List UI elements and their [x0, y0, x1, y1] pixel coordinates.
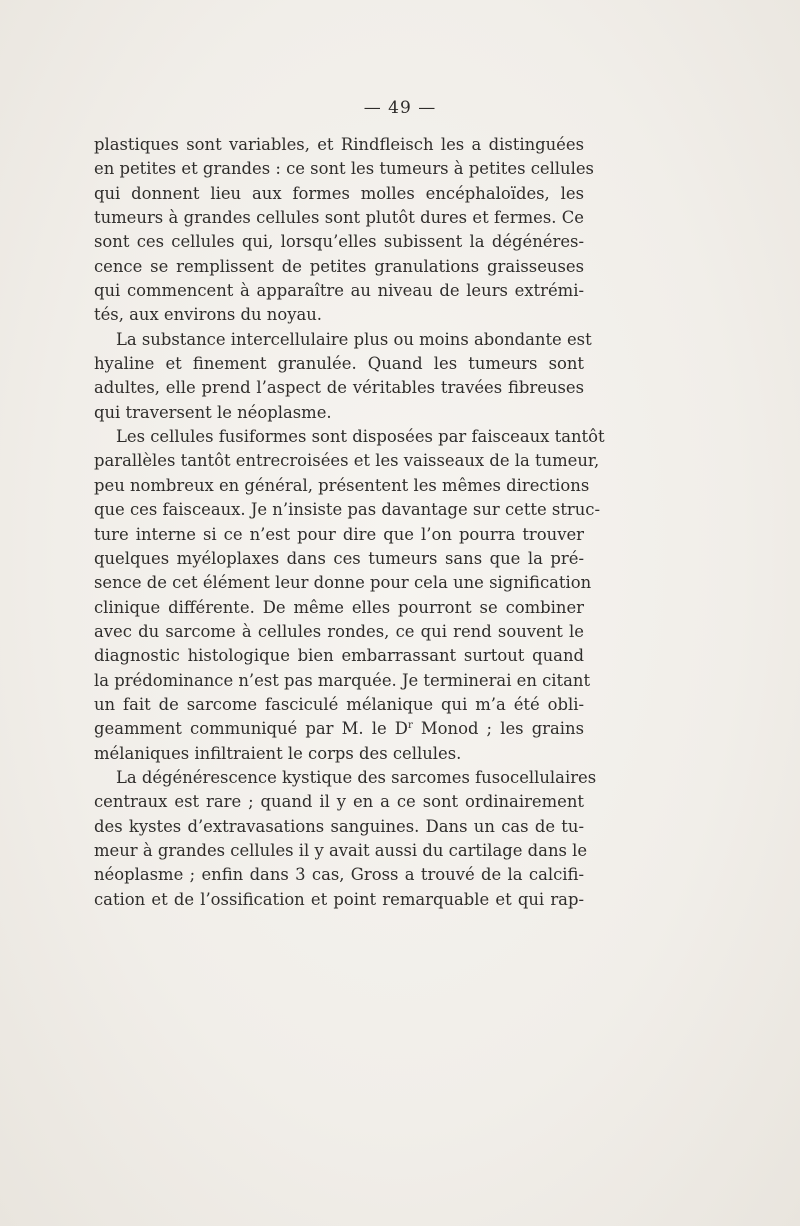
- text-line: ture interne si ce n’est pour dire que l’on pourra trouver: [94, 524, 584, 544]
- text-line: La dégénérescence kystique des sarcomes fusocellulaires: [116, 767, 597, 787]
- text-line: que ces faisceaux. Je n’insiste pas davantage sur cette struc-: [94, 500, 601, 520]
- text-line: tés, aux environs du noyau.: [94, 305, 323, 325]
- text-line: diagnostic histologique bien embarrassant surtout quand: [94, 646, 584, 666]
- text-line: meur à grandes cellules il y avait aussi du cartilage dans le: [94, 840, 588, 860]
- text-line: centraux est rare ; quand il y en a ce sont ordinairement: [94, 792, 584, 812]
- page-number: — 49 —: [363, 98, 437, 118]
- body-text: [94, 133, 605, 912]
- paragraph: [94, 328, 592, 425]
- text-line: quelques myéloplaxes dans ces tumeurs sans que la pré-: [94, 548, 584, 568]
- text-line: La substance intercellulaire plus ou moins abondante est: [116, 329, 592, 349]
- text-line-with-superscript: [94, 717, 584, 741]
- text-line: néoplasme ; enfin dans 3 cas, Gross a trouvé de la calcifi-: [94, 865, 584, 885]
- text-line: clinique différente. De même elles pourront se combiner: [94, 597, 584, 617]
- text-fragment: Monod ; les grains: [412, 719, 585, 739]
- text-line: cation et de l’ossification et point remarquable et qui rap-: [94, 889, 584, 909]
- text-line: cence se remplissent de petites granulations graisseuses: [94, 256, 584, 276]
- text-line: avec du sarcome à cellules rondes, ce qui rend souvent le: [94, 621, 584, 641]
- text-line: sence de cet élément leur donne pour cela une signification: [94, 573, 592, 593]
- text-line: un fait de sarcome fasciculé mélanique qui m’a été obli-: [94, 694, 584, 714]
- text-line: qui traversent le néoplasme.: [94, 402, 332, 422]
- text-line: adultes, elle prend l’aspect de véritables travées fibreuses: [94, 378, 584, 398]
- text-line: des kystes d’extravasations sanguines. Dans un cas de tu-: [94, 816, 584, 836]
- text-line: hyaline et finement granulée. Quand les tumeurs sont: [94, 354, 584, 374]
- text-line: sont ces cellules qui, lorsqu’elles subissent la dégénéres-: [94, 232, 584, 252]
- text-line: Les cellules fusiformes sont disposées par faisceaux tantôt: [116, 427, 605, 447]
- superscript: r: [407, 720, 413, 732]
- text-line: peu nombreux en général, présentent les mêmes directions: [94, 475, 590, 495]
- paragraph: [94, 766, 597, 912]
- paragraph: [94, 133, 594, 328]
- text-line: la prédominance n’est pas marquée. Je terminerai en citant: [94, 670, 591, 690]
- text-line: plastiques sont variables, et Rindfleisch les a distinguées: [94, 135, 584, 154]
- text-line: mélaniques infiltraient le corps des cellules.: [94, 743, 462, 763]
- text-line: tumeurs à grandes cellules sont plutôt dures et fermes. Ce: [94, 208, 584, 228]
- text-line: parallèles tantôt entrecroisées et les vaisseaux de la tumeur,: [94, 451, 600, 471]
- text-line: qui commencent à apparaître au niveau de leurs extrémi-: [94, 281, 584, 301]
- text-line: qui donnent lieu aux formes molles encéphaloïdes, les: [94, 183, 584, 203]
- paragraph: [94, 425, 605, 766]
- text-line: en petites et grandes : ce sont les tumeurs à petites cellules: [94, 159, 594, 179]
- text-fragment: geamment communiqué par M. le D: [94, 719, 408, 739]
